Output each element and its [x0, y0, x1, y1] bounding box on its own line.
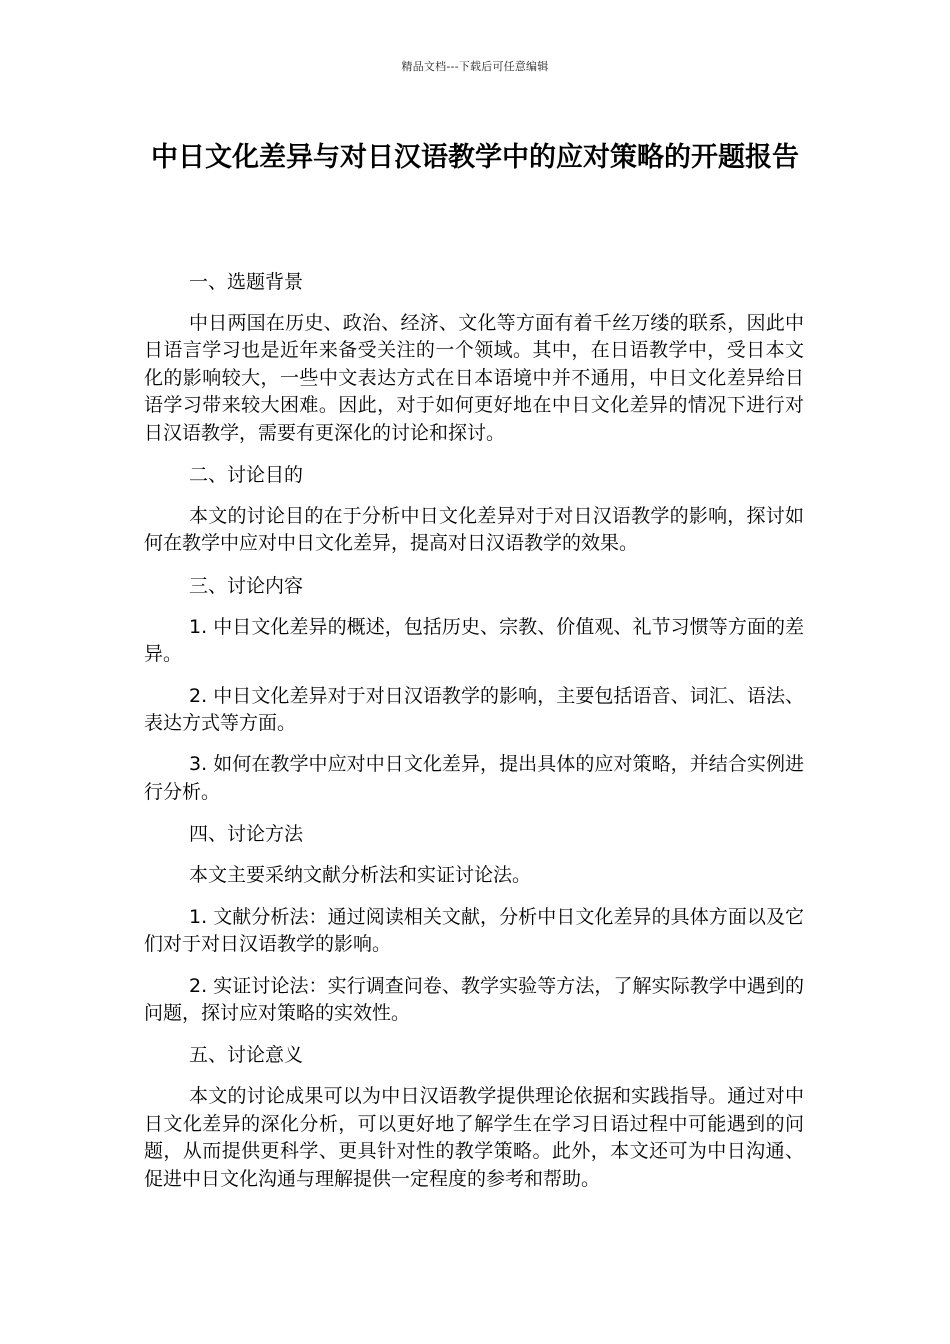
- document-body: [144, 268, 804, 1207]
- paragraph-significance: 本文的讨论成果可以为中日汉语教学提供理论依据和实践指导。通过对中日文化差异的深化分析，可以更好地了解学生在学习日语过程中可能遇到的问题，从而提供更科学、更具针对性的教学策略。此外，本文还可为中日沟通、促进中日文化沟通与理解提供一定程度的参考和帮助。: [144, 1085, 804, 1190]
- paragraph-content-item-1: 1. 中日文化差异的概述，包括历史、宗教、价值观、礼节习惯等方面的差异。: [144, 615, 804, 666]
- paragraph-content-item-2: 2. 中日文化差异对于对日汉语教学的影响，主要包括语音、词汇、语法、表达方式等方面。: [144, 684, 804, 735]
- paragraph-background: 中日两国在历史、政治、经济、文化等方面有着千丝万缕的联系，因此中日语言学习也是近年来备受关注的一个领域。其中，在日语教学中，受日本文化的影响较大，一些中文表达方式在日本语境中并不通用，中日文化差异给日语学习带来较大困难。因此，对于如何更好地在中日文化差异的情况下进行对日汉语教学，需要有更深化的讨论和探讨。: [144, 312, 804, 444]
- section-heading-significance: 五、讨论意义: [189, 1044, 304, 1067]
- paragraph-method-item-2: 2. 实证讨论法：实行调查问卷、教学实验等方法，了解实际教学中遇到的问题，探讨应对策略的实效性。: [144, 974, 804, 1024]
- paragraph-purpose: 本文的讨论目的在于分析中日文化差异对于对日汉语教学的影响，探讨如何在教学中应对中日文化差异，提高对日汉语教学的效果。: [144, 505, 804, 555]
- document-title: 中日文化差异与对日汉语教学中的应对策略的开题报告: [151, 142, 799, 173]
- section-heading-content: 三、讨论内容: [189, 574, 304, 597]
- section-heading-method: 四、讨论方法: [189, 823, 304, 846]
- paragraph-content-item-3: 3. 如何在教学中应对中日文化差异，提出具体的应对策略，并结合实例进行分析。: [144, 753, 804, 803]
- paragraph-method-intro: 本文主要采纳文献分析法和实证讨论法。: [189, 864, 532, 887]
- section-heading-background: 一、选题背景: [189, 271, 304, 293]
- paragraph-method-item-1: 1. 文献分析法：通过阅读相关文献，分析中日文化差异的具体方面以及它们对于对日汉语教学的影响。: [144, 905, 804, 956]
- header-note: 精品文档---下载后可任意编辑: [401, 60, 549, 73]
- section-heading-purpose: 二、讨论目的: [189, 464, 304, 487]
